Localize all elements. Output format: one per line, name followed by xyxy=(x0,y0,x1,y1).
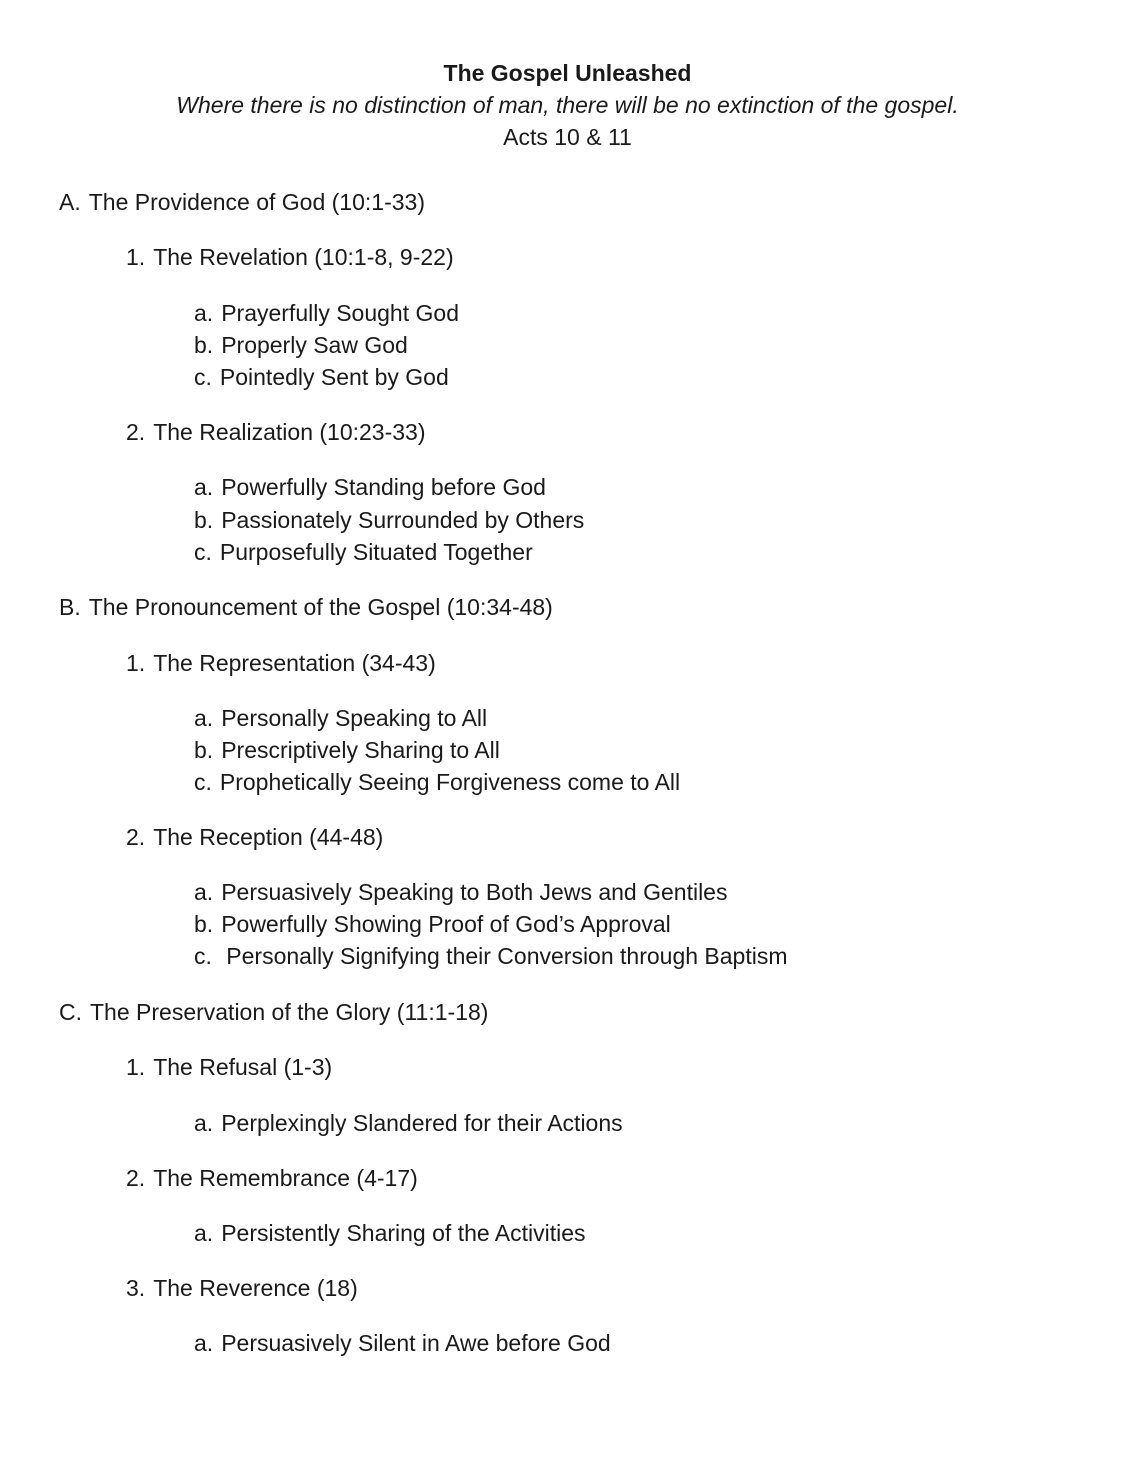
outline-heading-a xyxy=(59,187,425,217)
outline-subpoint xyxy=(194,703,487,733)
outline-point-b1 xyxy=(126,648,436,678)
outline-subpoint xyxy=(194,941,788,971)
outline-subpoint xyxy=(194,735,500,765)
outline-marker: b. xyxy=(194,737,214,763)
outline-marker: 1. xyxy=(126,650,146,676)
outline-subpoint xyxy=(194,1218,586,1248)
outline-text: The Remembrance (4-17) xyxy=(153,1165,418,1191)
outline-marker: a. xyxy=(194,1330,214,1356)
outline-text: Prayerfully Sought God xyxy=(221,300,459,326)
outline-marker: a. xyxy=(194,1110,214,1136)
outline-text: The Revelation (10:1-8, 9-22) xyxy=(153,244,454,270)
outline-text: Personally Signifying their Conversion through Baptism xyxy=(219,943,788,969)
outline-text: Purposefully Situated Together xyxy=(219,539,533,565)
outline-point-c3 xyxy=(126,1273,358,1303)
outline-subpoint xyxy=(194,298,459,328)
outline-text: Prescriptively Sharing to All xyxy=(221,737,500,763)
outline-marker: a. xyxy=(194,705,214,731)
outline-text: The Reverence (18) xyxy=(153,1275,358,1301)
outline-text: The Pronouncement of the Gospel (10:34-48) xyxy=(88,594,553,620)
outline-heading-c xyxy=(59,997,488,1027)
outline-marker: c. xyxy=(194,769,212,795)
scripture-reference: Acts 10 & 11 xyxy=(503,124,632,150)
outline-text: The Refusal (1-3) xyxy=(153,1054,333,1080)
outline-subpoint xyxy=(194,1108,623,1138)
outline-text: Persistently Sharing of the Activities xyxy=(221,1220,586,1246)
outline-text: The Preservation of the Glory (11:1-18) xyxy=(90,999,489,1025)
outline-text: Passionately Surrounded by Others xyxy=(221,507,585,533)
outline-point-b2 xyxy=(126,822,383,852)
outline-marker: C. xyxy=(59,999,82,1025)
outline-subpoint xyxy=(194,472,546,502)
outline-text: Properly Saw God xyxy=(221,332,408,358)
outline-subpoint xyxy=(194,877,727,907)
outline-heading-b xyxy=(59,592,553,622)
outline-marker: 2. xyxy=(126,824,146,850)
outline-marker: b. xyxy=(194,507,214,533)
outline-point-a1 xyxy=(126,242,454,272)
outline-text: The Reception (44-48) xyxy=(153,824,384,850)
outline-point-a2 xyxy=(126,417,426,447)
outline-point-c1 xyxy=(126,1052,332,1082)
outline-marker: c. xyxy=(194,943,212,969)
outline-marker: a. xyxy=(194,879,214,905)
outline-subpoint xyxy=(194,362,449,392)
outline-text: Prophetically Seeing Forgiveness come to All xyxy=(219,769,681,795)
outline-marker: 2. xyxy=(126,1165,146,1191)
document-subtitle: Where there is no distinction of man, there will be no extinction of the gospel. xyxy=(176,92,959,118)
outline-marker: 1. xyxy=(126,1054,146,1080)
outline-marker: b. xyxy=(194,332,214,358)
outline-marker: 3. xyxy=(126,1275,146,1301)
outline-subpoint xyxy=(194,505,584,535)
outline-subpoint xyxy=(194,1328,611,1358)
outline-text: Persuasively Silent in Awe before God xyxy=(221,1330,611,1356)
outline-marker: a. xyxy=(194,1220,214,1246)
outline-marker: a. xyxy=(194,300,214,326)
outline-text: The Providence of God (10:1-33) xyxy=(88,189,425,215)
outline-marker: c. xyxy=(194,539,212,565)
outline-marker: b. xyxy=(194,911,214,937)
outline-marker: A. xyxy=(59,189,81,215)
outline-text: The Realization (10:23-33) xyxy=(153,419,426,445)
outline-text: Personally Speaking to All xyxy=(221,705,488,731)
document-title: The Gospel Unleashed xyxy=(443,60,692,86)
outline-text: Persuasively Speaking to Both Jews and Gentiles xyxy=(221,879,728,905)
outline-marker: 2. xyxy=(126,419,146,445)
outline-point-c2 xyxy=(126,1163,418,1193)
outline-subpoint xyxy=(194,767,680,797)
outline-subpoint xyxy=(194,330,408,360)
outline-marker: a. xyxy=(194,474,214,500)
outline-text: Powerfully Standing before God xyxy=(221,474,546,500)
outline-text: Perplexingly Slandered for their Actions xyxy=(221,1110,623,1136)
outline-text: Pointedly Sent by God xyxy=(219,364,449,390)
outline-marker: c. xyxy=(194,364,212,390)
outline-marker: B. xyxy=(59,594,81,620)
outline-subpoint xyxy=(194,537,533,567)
outline-marker: 1. xyxy=(126,244,146,270)
outline-text: The Representation (34-43) xyxy=(153,650,436,676)
outline-text: Powerfully Showing Proof of God’s Approval xyxy=(221,911,671,937)
outline-subpoint xyxy=(194,909,671,939)
